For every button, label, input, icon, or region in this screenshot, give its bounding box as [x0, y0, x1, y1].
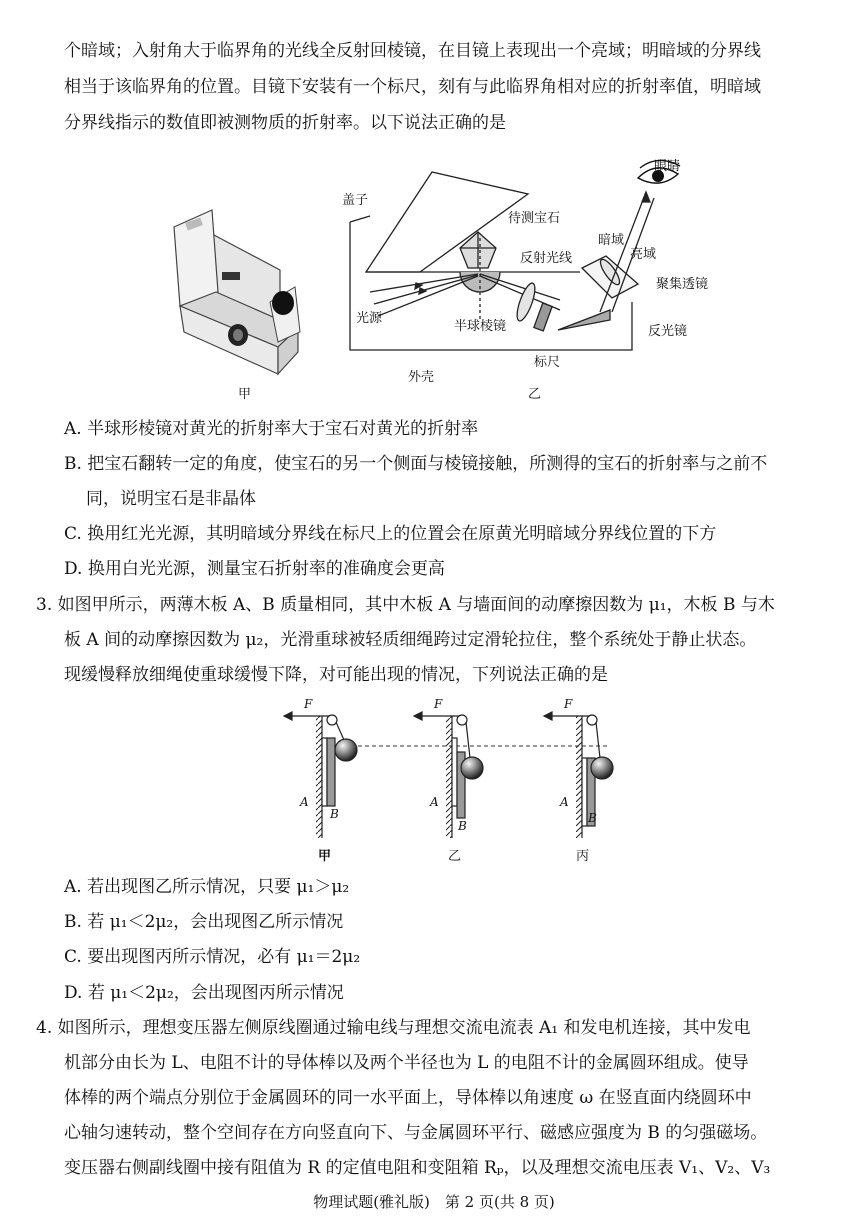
intro-line-3: 分界线指示的数值即被测物质的折射率。以下说法正确的是 [64, 113, 506, 133]
q4-stem-line4: 心轴匀速转动，整个空间存在方向竖直向下、与金属圆环平行、磁感应强度为 B 的匀强磁场。 [64, 1123, 768, 1143]
panel-yi [414, 712, 483, 838]
board-a-label-1: A [300, 795, 309, 809]
caption-bing: 丙 [576, 849, 590, 864]
force-label-2: F [434, 697, 443, 711]
caption-jia: 甲 [318, 849, 332, 864]
label-prism: 半球棱镜 [454, 319, 507, 334]
board-b-label-2: B [458, 819, 467, 833]
panel-jia [284, 712, 357, 838]
label-reflected: 反射光线 [520, 251, 573, 266]
refractometer-figure [160, 152, 730, 402]
label-eye: 眼睛 [654, 159, 681, 174]
label-yi: 乙 [528, 387, 542, 402]
q3-option-c: C. 要出现图丙所示情况，必有 μ₁＝2μ₂ [64, 947, 361, 967]
board-a-label-3: A [560, 795, 569, 809]
q2-option-a: A. 半球形棱镜对黄光的折射率大于宝石对黄光的折射率 [64, 419, 479, 439]
label-lid: 盖子 [342, 193, 369, 208]
label-lens: 聚集透镜 [656, 277, 709, 292]
q4-stem-line5: 变压器右侧副线圈中接有阻值为 R 的定值电阻和变阻箱 Rₚ，以及理想交流电压表 V₁、V₂、V₃ [64, 1158, 771, 1178]
q3-option-d: D. 若 μ₁＜2μ₂，会出现图丙所示情况 [64, 983, 344, 1003]
panel-bing [544, 712, 613, 838]
q3-stem-line2: 板 A 间的动摩擦因数为 μ₂，光滑重球被轻质细绳跨过定滑轮拉住，整个系统处于静止状态。 [64, 630, 757, 650]
board-a-label-2: A [430, 795, 439, 809]
label-gem: 待测宝石 [508, 211, 561, 226]
q3-stem-line3: 现缓慢释放细绳使重球缓慢下降，对可能出现的情况，下列说法正确的是 [64, 665, 608, 685]
board-b-label-3: B [588, 811, 597, 825]
q3-stem-line1: 3. 如图甲所示，两薄木板 A、B 质量相同，其中木板 A 与墙面间的动摩擦因数为 μ₁，木板 B 与木 [36, 595, 775, 615]
q2-option-d: D. 换用白光光源，测量宝石折射率的准确度会更高 [64, 559, 445, 579]
q2-option-c: C. 换用红光光源，其明暗域分界线在标尺上的位置会在原黄光明暗域分界线位置的下方 [64, 524, 717, 544]
force-label-3: F [564, 697, 573, 711]
q3-option-b: B. 若 μ₁＜2μ₂，会出现图乙所示情况 [64, 912, 344, 932]
label-bright: 亮域 [630, 247, 657, 262]
label-source: 光源 [356, 311, 383, 326]
q2-option-b-line2: 同，说明宝石是非晶体 [86, 489, 256, 509]
label-jia: 甲 [238, 387, 252, 402]
q3-option-a: A. 若出现图乙所示情况，只要 μ₁＞μ₂ [64, 877, 350, 897]
page-footer: 物理试题(雅礼版) 第 2 页(共 8 页) [313, 1193, 555, 1211]
q2-option-b-line1: B. 把宝石翻转一定的角度，使宝石的另一个侧面与棱镜接触，所测得的宝石的折射率与之前不 [64, 454, 768, 474]
intro-line-1: 个暗域；入射角大于临界角的光线全反射回棱镜，在目镜上表现出一个亮域；明暗域的分界线 [64, 41, 761, 61]
refractometer-device [174, 210, 300, 374]
q4-stem-line2: 机部分由长为 L、电阻不计的导体棒以及两个半径也为 L 的电阻不计的金属圆环组成。使导 [64, 1053, 749, 1073]
label-mirror: 反光镜 [648, 324, 688, 339]
label-dark: 暗域 [598, 233, 625, 248]
caption-yi: 乙 [448, 849, 462, 864]
label-scale: 标尺 [534, 355, 561, 370]
label-shell: 外壳 [408, 370, 435, 385]
q4-stem-line1: 4. 如图所示，理想变压器左侧原线圈通过输电线与理想交流电流表 A₁ 和发电机连接，其中发电 [36, 1018, 751, 1038]
board-b-label-1: B [330, 807, 339, 821]
q4-stem-line3: 体棒的两个端点分别位于金属圆环的同一水平面上，导体棒以角速度 ω 在竖直面内绕圆环中 [64, 1088, 752, 1108]
force-label-1: F [304, 697, 313, 711]
boards-figure [270, 694, 630, 866]
intro-line-2: 相当于该临界角的位置。目镜下安装有一个标尺，刻有与此临界角相对应的折射率值，明暗域 [64, 77, 761, 97]
